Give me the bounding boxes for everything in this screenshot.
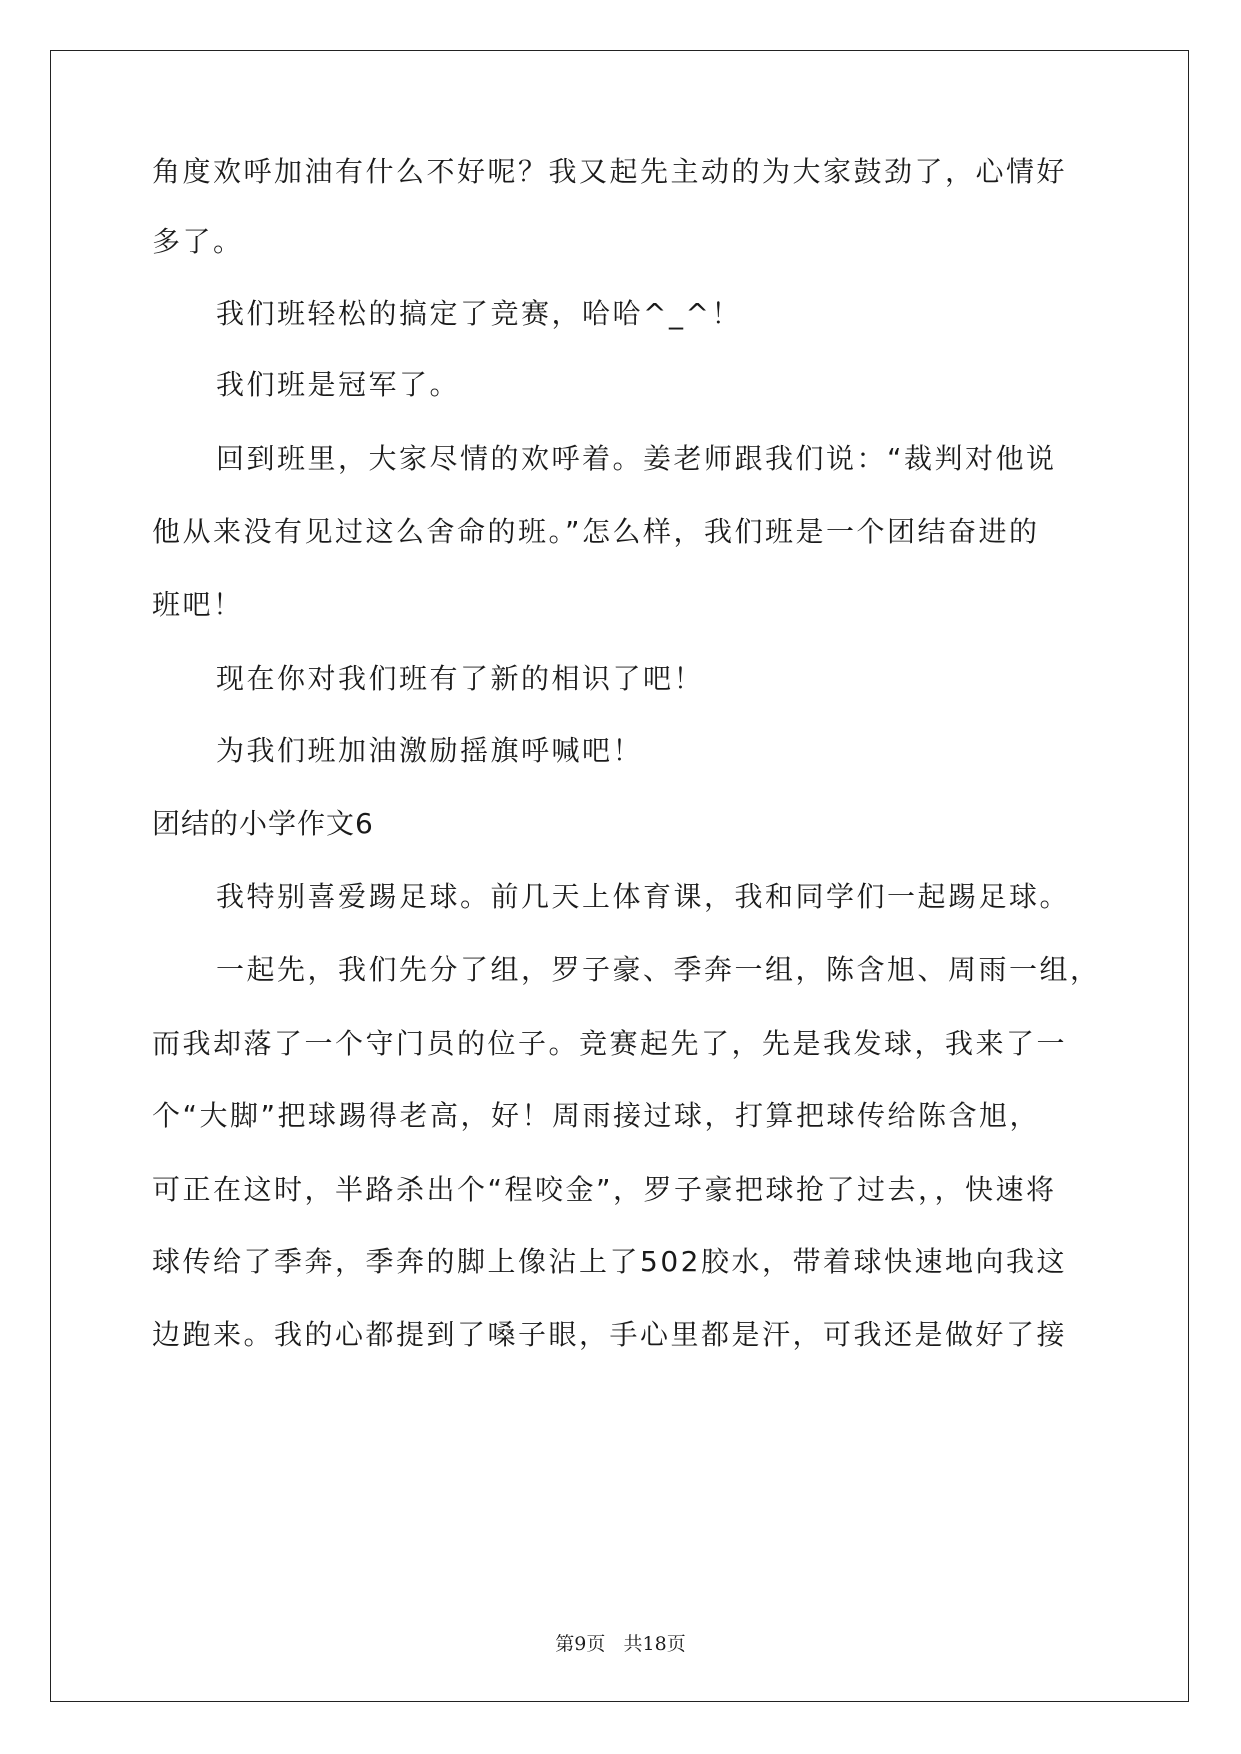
- paragraph-line: 班吧！: [152, 588, 244, 621]
- paragraph-line: 我特别喜爱踢足球。前几天上体育课，我和同学们一起踢足球。: [216, 880, 1071, 913]
- current-page-label: 第9页: [555, 1633, 606, 1655]
- paragraph-line: 回到班里，大家尽情的欢呼着。姜老师跟我们说：“裁判对他说: [216, 442, 1057, 475]
- paragraph-line: 边跑来。我的心都提到了嗓子眼，手心里都是汗，可我还是做好了接: [152, 1318, 1068, 1351]
- paragraph-line: 多了。: [152, 225, 244, 258]
- paragraph-line: 可正在这时，半路杀出个“程咬金”，罗子豪把球抢了过去，，快速将: [152, 1173, 1057, 1206]
- paragraph-line: 现在你对我们班有了新的相识了吧！: [216, 662, 705, 695]
- paragraph-line: 我们班轻松的搞定了竞赛，哈哈^_^！: [216, 297, 742, 330]
- paragraph-line: 我们班是冠军了。: [216, 368, 461, 401]
- paragraph-line: 个“大脚”把球踢得老高，好！周雨接过球，打算把球传给陈含旭，: [152, 1099, 1041, 1132]
- page-footer: [0, 1632, 1241, 1656]
- section-heading: 团结的小学作文6: [152, 807, 374, 840]
- paragraph-line: 他从来没有见过这么舍命的班。”怎么样，我们班是一个团结奋进的: [152, 515, 1040, 548]
- paragraph-line: 球传给了季奔，季奔的脚上像沾上了502胶水，带着球快速地向我这: [152, 1245, 1067, 1278]
- paragraph-line: 角度欢呼加油有什么不好呢？我又起先主动的为大家鼓劲了，心情好: [152, 155, 1068, 188]
- paragraph-line: 为我们班加油激励摇旗呼喊吧！: [216, 734, 644, 767]
- paragraph-line: 一起先，我们先分了组，罗子豪、季奔一组，陈含旭、周雨一组，: [216, 953, 1101, 986]
- total-pages-label: 共18页: [623, 1633, 686, 1655]
- paragraph-line: 而我却落了一个守门员的位子。竞赛起先了，先是我发球，我来了一: [152, 1027, 1068, 1060]
